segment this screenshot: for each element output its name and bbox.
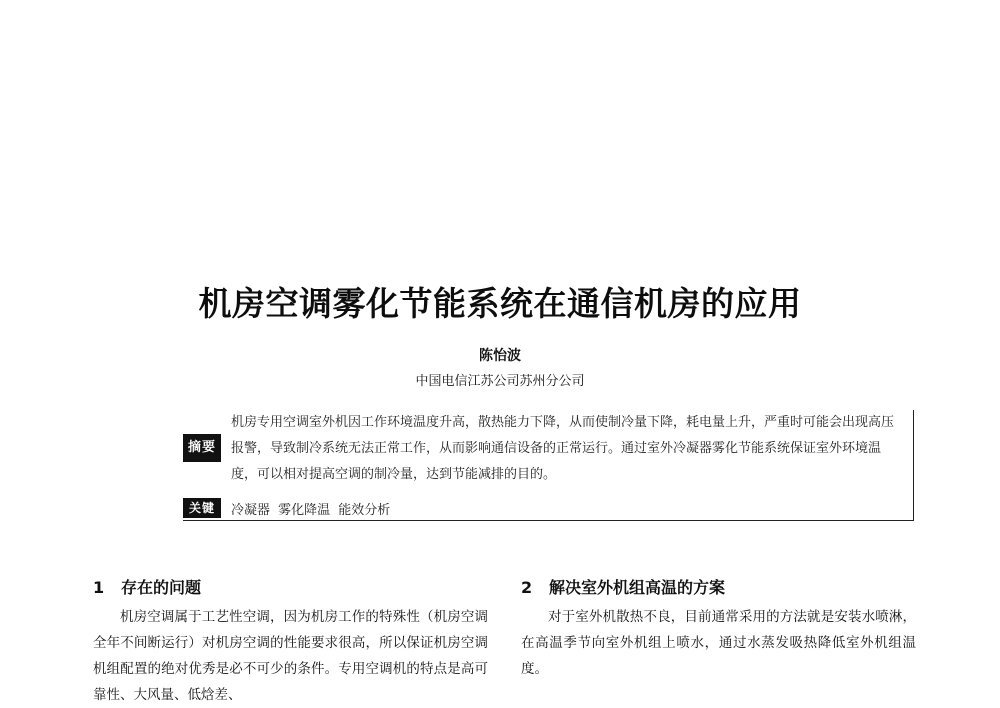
section-number: 2 [521,578,533,597]
keywords-label: 关键词 [183,498,221,518]
keywords-text: 冷凝器 雾化降温 能效分析 [231,503,391,518]
abstract-label: 摘要 [183,434,221,462]
section-title: 存在的问题 [121,578,202,597]
author-affiliation: 中国电信江苏公司苏州分公司 [415,374,585,389]
section-1 [93,575,488,708]
section-title: 解决室外机组高温的方案 [549,578,726,597]
article-title: 机房空调雾化节能系统在通信机房的应用 [198,284,802,323]
section-2 [521,575,916,682]
section-heading [521,575,916,598]
author-name: 陈怡波 [479,348,521,364]
section-body: 对于室外机散热不良，目前通常采用的方法就是安装水喷淋，在高温季节向室外机组上喷水，通过水蒸发吸热降低室外机组温度。 [521,609,916,677]
section-number: 1 [93,578,105,597]
abstract-text: 机房专用空调室外机因工作环境温度升高，散热能力下降，从而使制冷量下降，耗电量上升，严重时可能会出现高压报警，导致制冷系统无法正常工作，从而影响通信设备的正常运行。通过室外冷凝器雾化节能系统保证室外环境温度，可以相对提高空调的制冷量，达到节能减排的目的。 [231,415,895,482]
section-heading [93,575,488,598]
abstract-box [183,410,914,535]
section-body: 机房空调属于工艺性空调，因为机房工作的特殊性（机房空调全年不间断运行）对机房空调的性能要求很高，所以保证机房空调机组配置的绝对优秀是必不可少的条件。专用空调机的特点是高可靠性、大风量、低焓差、 [93,609,488,703]
